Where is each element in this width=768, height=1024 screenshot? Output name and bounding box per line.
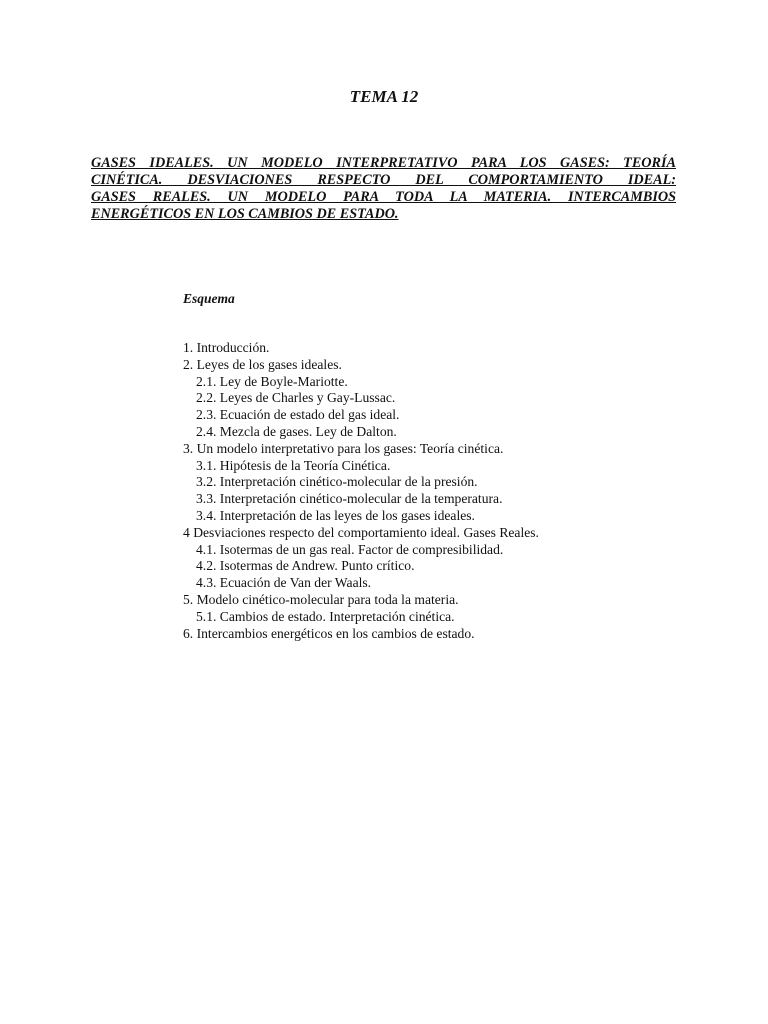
outline-item: 5.1. Cambios de estado. Interpretación cinética. (196, 608, 455, 624)
outline-item: 2. Leyes de los gases ideales. (183, 356, 342, 372)
outline-item: 4.1. Isotermas de un gas real. Factor de compresibilidad. (196, 541, 504, 557)
outline-item: 2.4. Mezcla de gases. Ley de Dalton. (196, 423, 397, 439)
outline-item: 2.2. Leyes de Charles y Gay-Lussac. (196, 390, 396, 406)
outline-item: 2.3. Ecuación de estado del gas ideal. (196, 407, 400, 423)
outline-item: 2.1. Ley de Boyle-Mariotte. (196, 373, 348, 389)
subject-line: CINÉTICA. DESVIACIONES RESPECTO DEL COMPORTAMIENTO IDEAL: (91, 172, 676, 188)
outline-item: 3. Un modelo interpretativo para los gases: Teoría cinética. (183, 440, 504, 456)
outline-item: 4 Desviaciones respecto del comportamiento ideal. Gases Reales. (183, 524, 539, 540)
subject-line: ENERGÉTICOS EN LOS CAMBIOS DE ESTADO. (91, 206, 399, 222)
outline-label: Esquema (183, 291, 235, 306)
subject-heading (91, 155, 676, 223)
outline-item: 3.3. Interpretación cinético-molecular de la temperatura. (196, 491, 503, 507)
outline-item: 5. Modelo cinético-molecular para toda la materia. (183, 591, 459, 607)
outline-item: 4.2. Isotermas de Andrew. Punto crítico. (196, 558, 415, 574)
outline-item: 3.2. Interpretación cinético-molecular de la presión. (196, 474, 478, 490)
subject-line: GASES IDEALES. UN MODELO INTERPRETATIVO PARA LOS GASES: TEORÍA (91, 155, 676, 171)
outline-item: 4.3. Ecuación de Van der Waals. (196, 575, 372, 591)
subject-line: GASES REALES. UN MODELO PARA TODA LA MATERIA. INTERCAMBIOS (91, 189, 676, 205)
page-title: TEMA 12 (349, 87, 419, 106)
outline-list (183, 340, 663, 642)
outline-item: 6. Intercambios energéticos en los cambios de estado. (183, 625, 475, 641)
outline-item: 3.1. Hipótesis de la Teoría Cinética. (196, 457, 391, 473)
outline-item: 3.4. Interpretación de las leyes de los gases ideales. (196, 507, 475, 523)
outline-item: 1. Introducción. (183, 340, 270, 355)
